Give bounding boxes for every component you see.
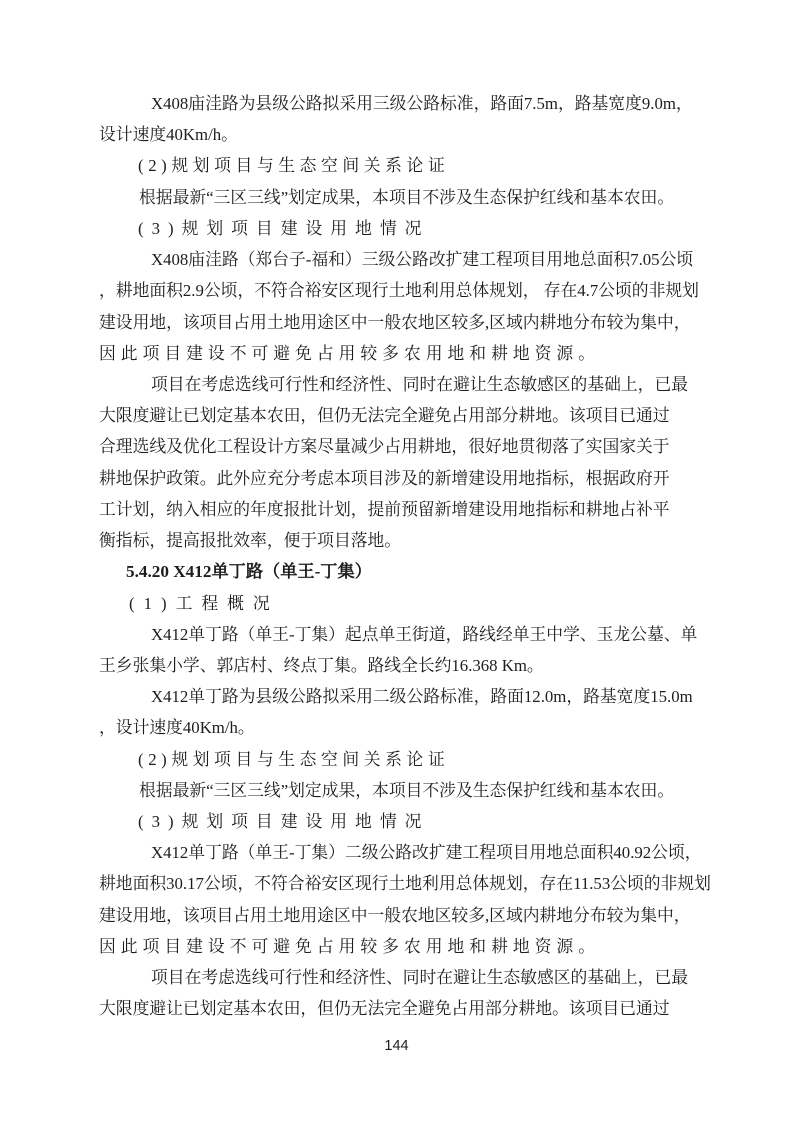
section-heading: 5.4.20 X412单丁路（单王-丁集）	[126, 562, 372, 582]
text-line: X408庙洼路（郑台子-福和）三级公路改扩建工程项目用地总面积7.05公顷	[151, 250, 694, 270]
text-line: ，设计速度40Km/h。	[99, 718, 255, 738]
page-number: 144	[384, 1038, 409, 1054]
text-line: X408庙洼路为县级公路拟采用三级公路标准，路面7.5m，路基宽度9.0m，	[151, 94, 693, 113]
subsection-title: (1)工程概况	[129, 593, 279, 613]
clause-heading: (2)规划项目与生态空间关系论证	[138, 749, 450, 769]
clause-heading: (3)规划项目建设用地情况	[138, 218, 430, 238]
text-line: 项目在考虑选线可行性和经济性、同时在避让生态敏感区的基础上，已最	[151, 968, 689, 988]
text-line: 建设用地，该项目占用土地用途区中一般农地区较多,区域内耕地分布较为集中，	[99, 312, 691, 332]
text-line: 耕地保护政策。此外应充分考虑本项目涉及的新增建设用地指标，根据政府开	[99, 468, 670, 488]
text-line: 王乡张集小学、郭店村、终点丁集。路线全长约16.368 Km。	[99, 655, 544, 675]
text-line: 大限度避让已划定基本农田，但仍无法完全避免占用部分耕地。该项目已通过	[99, 999, 670, 1019]
text-line: X412单丁路为县级公路拟采用二级公路标准，路面12.0m，路基宽度15.0m	[151, 687, 693, 707]
clause-heading: (3)规划项目建设用地情况	[138, 812, 430, 832]
text-line: 根据最新“三区三线”划定成果，本项目不涉及生态保护红线和基本农田。	[139, 780, 675, 800]
text-line: X412单丁路（单王-丁集）起点单王街道，路线经单王中学、玉龙公墓、单	[151, 624, 698, 644]
text-line: 项目在考虑选线可行性和经济性、同时在避让生态敏感区的基础上，已最	[151, 374, 689, 394]
text-line: X412单丁路（单王-丁集）二级公路改扩建工程项目用地总面积40.92公顷，	[151, 843, 702, 863]
text-line: 合理选线及优化工程设计方案尽量减少占用耕地，很好地贯彻落了实国家关于	[99, 437, 670, 457]
text-line: 设计速度40Km/h。	[99, 125, 238, 145]
text-line: 工计划，纳入相应的年度报批计划，提前预留新增建设用地指标和耕地占补平	[99, 499, 670, 519]
text-line: 大限度避让已划定基本农田，但仍无法完全避免占用部分耕地。该项目已通过	[99, 406, 670, 426]
text-line: 根据最新“三区三线”划定成果，本项目不涉及生态保护红线和基本农田。	[139, 187, 675, 207]
text-line: 建设用地，该项目占用土地用途区中一般农地区较多,区域内耕地分布较为集中，	[99, 905, 691, 925]
text-line: 因此项目建设不可避免占用较多农用地和耕地资源。	[99, 343, 600, 363]
text-line: 衡指标，提高报批效率，便于项目落地。	[99, 531, 402, 551]
text-line: 因此项目建设不可避免占用较多农用地和耕地资源。	[99, 936, 600, 956]
text-line: ，耕地面积2.9公顷，不符合裕安区现行土地利用总体规划， 存在4.7公顷的非规划	[99, 281, 699, 301]
text-line: 耕地面积30.17公顷，不符合裕安区现行土地利用总体规划，存在11.53公顷的非规划	[99, 874, 711, 894]
clause-heading: (2)规划项目与生态空间关系论证	[138, 156, 450, 176]
document-text	[99, 88, 711, 1025]
